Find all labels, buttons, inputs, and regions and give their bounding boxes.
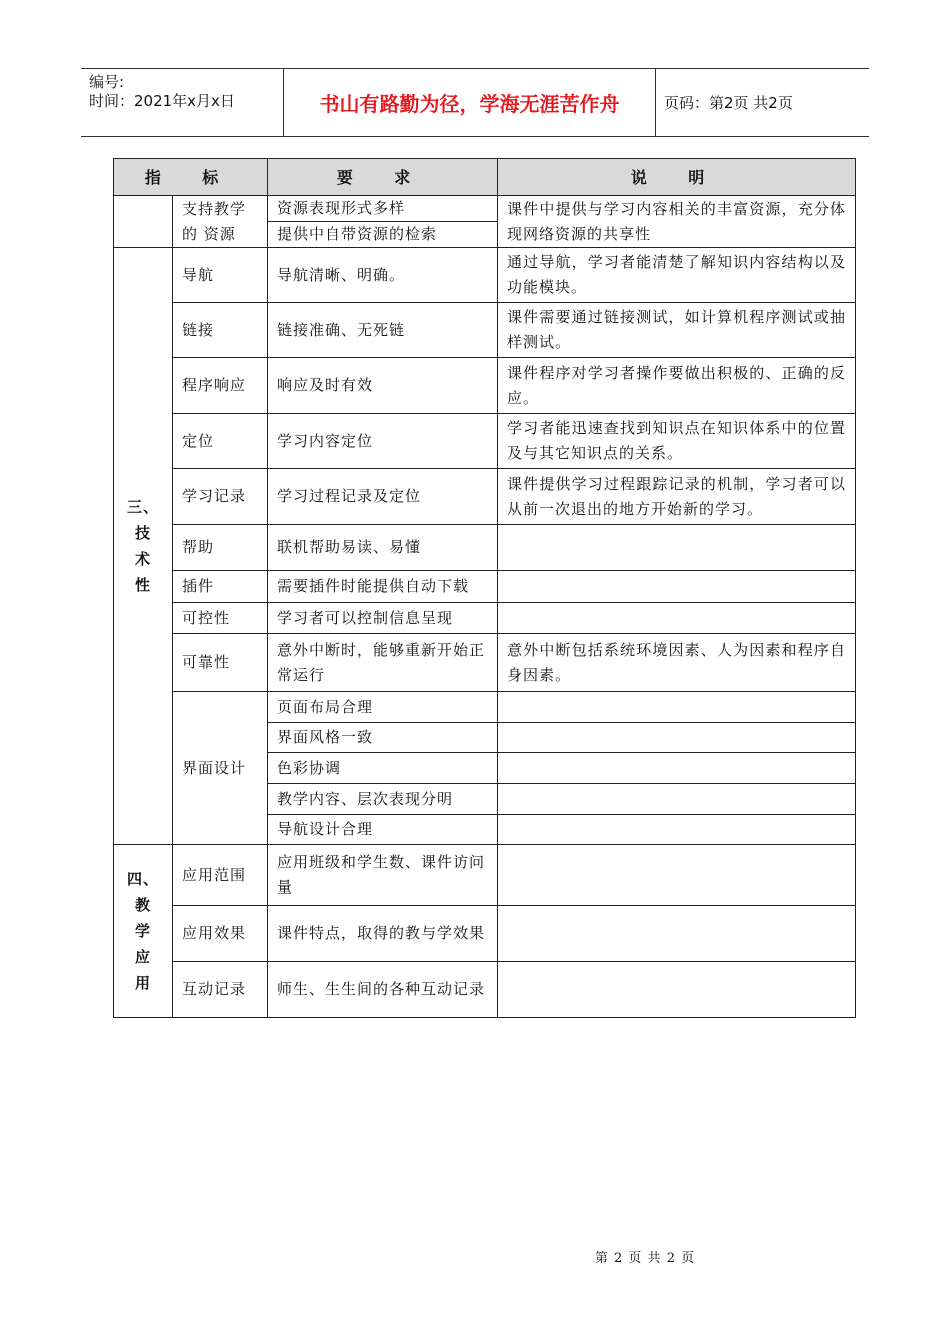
requirement-cell: 资源表现形式多样 [268, 196, 498, 222]
description-cell [498, 692, 856, 723]
indicator-cell: 学习记录 [173, 469, 268, 525]
table-row [114, 603, 856, 634]
document-date: 时间：2021年x月x日 [89, 92, 235, 110]
description-cell: 意外中断包括系统环境因素、人为因素和程序自身因素。 [498, 634, 856, 692]
indicator-cell: 应用范围 [173, 845, 268, 906]
table-row [114, 196, 856, 222]
requirement-cell: 课件特点，取得的教与学效果 [268, 906, 498, 962]
indicator-cell: 界面设计 [173, 692, 268, 845]
requirement-cell: 色彩协调 [268, 753, 498, 784]
description-cell: 课件提供学习过程跟踪记录的机制，学习者可以从前一次退出的地方开始新的学习。 [498, 469, 856, 525]
section-label: 技 [134, 524, 151, 542]
indicator-cell: 定位 [173, 414, 268, 469]
description-cell: 通过导航，学习者能清楚了解知识内容结构以及功能模块。 [498, 248, 856, 303]
description-cell [498, 845, 856, 906]
section-teaching-application [114, 845, 173, 1018]
section-cell-empty [114, 196, 173, 248]
requirement-cell: 需要插件时能提供自动下载 [268, 571, 498, 603]
requirement-cell: 意外中断时，能够重新开始正常运行 [268, 634, 498, 692]
requirement-cell: 应用班级和学生数、课件访问量 [268, 845, 498, 906]
description-cell [498, 525, 856, 571]
description-cell [498, 571, 856, 603]
requirement-cell: 提供中自带资源的检索 [268, 222, 498, 248]
description-cell [498, 753, 856, 784]
table-row [114, 692, 856, 723]
indicator-cell: 导航 [173, 248, 268, 303]
column-header-requirement: 要 求 [268, 159, 498, 196]
section-label: 应 [134, 948, 151, 966]
table-row [114, 525, 856, 571]
document-number-label: 编号: [89, 73, 125, 91]
column-header-indicator: 指 标 [114, 159, 268, 196]
table-row [114, 248, 856, 303]
page-header [81, 68, 869, 137]
indicator-cell: 可靠性 [173, 634, 268, 692]
description-cell [498, 815, 856, 845]
requirement-cell: 学习者可以控制信息呈现 [268, 603, 498, 634]
description-cell: 学习者能迅速查找到知识点在知识体系中的位置及与其它知识点的关系。 [498, 414, 856, 469]
requirement-cell: 界面风格一致 [268, 723, 498, 753]
table-row [114, 414, 856, 469]
section-label: 教 [134, 896, 151, 914]
column-header-description: 说 明 [498, 159, 856, 196]
description-cell: 课件需要通过链接测试，如计算机程序测试或抽样测试。 [498, 303, 856, 358]
evaluation-table [113, 158, 856, 1018]
table-row [114, 845, 856, 906]
table-row [114, 634, 856, 692]
header-page-info: 页码：第2页 共2页 [664, 94, 793, 112]
requirement-cell: 导航设计合理 [268, 815, 498, 845]
header-motto: 书山有路勤为径，学海无涯苦作舟 [284, 69, 656, 136]
indicator-cell: 插件 [173, 571, 268, 603]
indicator-cell: 互动记录 [173, 962, 268, 1018]
requirement-cell: 页面布局合理 [268, 692, 498, 723]
requirement-cell: 联机帮助易读、易懂 [268, 525, 498, 571]
indicator-cell: 链接 [173, 303, 268, 358]
indicator-cell: 帮助 [173, 525, 268, 571]
requirement-cell: 师生、生生间的各种互动记录 [268, 962, 498, 1018]
indicator-cell: 程序响应 [173, 358, 268, 414]
requirement-cell: 导航清晰、明确。 [268, 248, 498, 303]
indicator-cell: 应用效果 [173, 906, 268, 962]
requirement-cell: 响应及时有效 [268, 358, 498, 414]
header-meta [81, 69, 284, 136]
section-label: 学 [134, 922, 151, 940]
description-cell [498, 723, 856, 753]
section-technical [114, 248, 173, 845]
table-row [114, 358, 856, 414]
requirement-cell: 学习内容定位 [268, 414, 498, 469]
description-cell: 课件中提供与学习内容相关的丰富资源，充分体现网络资源的共享性 [498, 196, 856, 248]
table-row [114, 303, 856, 358]
description-cell [498, 906, 856, 962]
requirement-cell: 链接准确、无死链 [268, 303, 498, 358]
section-label: 术 [134, 550, 151, 568]
indicator-cell: 可控性 [173, 603, 268, 634]
section-label: 用 [134, 974, 151, 992]
description-cell [498, 962, 856, 1018]
page-footer: 第 2 页 共 2 页 [594, 1251, 696, 1266]
table-row [114, 571, 856, 603]
table-row [114, 906, 856, 962]
table-row [114, 962, 856, 1018]
indicator-cell: 支持教学的 资源 [173, 196, 268, 248]
section-label: 三、 [126, 498, 159, 516]
requirement-cell: 教学内容、层次表现分明 [268, 784, 498, 815]
table-row [114, 469, 856, 525]
table-header-row [114, 159, 856, 196]
description-cell: 课件程序对学习者操作要做出积极的、正确的反应。 [498, 358, 856, 414]
description-cell [498, 784, 856, 815]
section-label: 性 [134, 576, 151, 594]
section-label: 四、 [126, 870, 159, 888]
requirement-cell: 学习过程记录及定位 [268, 469, 498, 525]
description-cell [498, 603, 856, 634]
